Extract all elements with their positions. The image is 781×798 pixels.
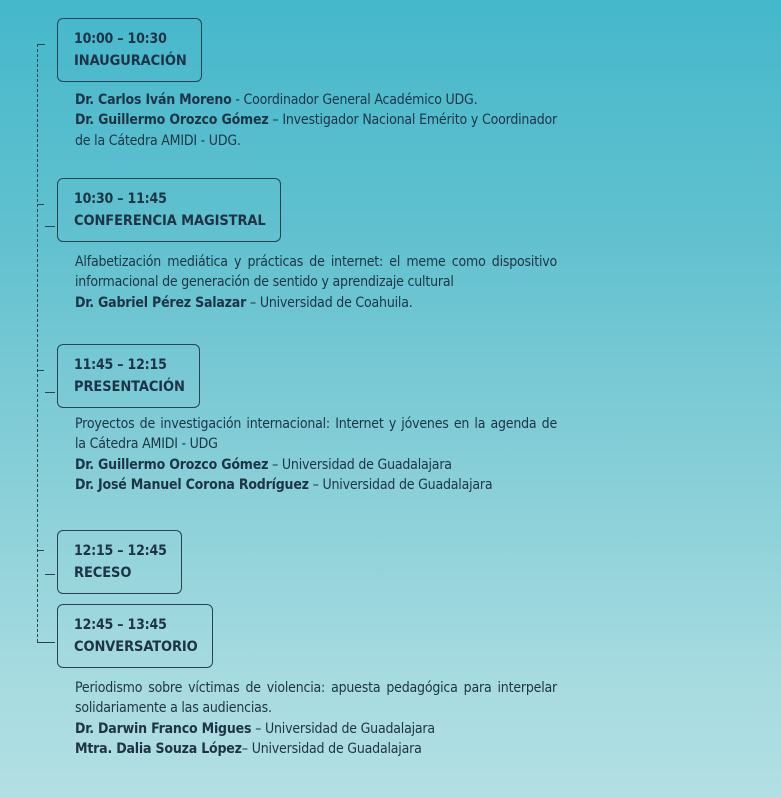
speaker-line: Dr. Darwin Franco Migues – Universidad de Guadalajara — [75, 720, 435, 737]
speaker-name: Mtra. Dalia Souza López — [75, 740, 242, 757]
session-content — [75, 252, 557, 313]
session-presentacion — [57, 344, 200, 408]
speaker-name: Dr. José Manuel Corona Rodríguez — [75, 476, 309, 493]
session-title: INAUGURACIÓN — [74, 53, 187, 69]
speaker-line: Dr. Guillermo Orozco Gómez – Investigador Nacional Emérito y Coordinador de la Cátedra AMIDI - UDG. — [75, 112, 558, 149]
session-time: 12:15 – 12:45 — [74, 543, 167, 559]
timeline-spine — [37, 44, 38, 642]
speaker-line: Dr. Guillermo Orozco Gómez – Universidad de Guadalajara — [75, 456, 452, 473]
session-receso — [57, 530, 182, 594]
session-content — [75, 414, 557, 495]
session-title: RECESO — [74, 565, 132, 581]
speaker-affiliation: Universidad de Guadalajara — [322, 476, 493, 493]
speaker-line: Dr. Carlos Iván Moreno - Coordinador General Académico UDG. — [75, 92, 478, 108]
timeline-connector — [37, 642, 55, 643]
session-time: 10:00 – 10:30 — [74, 31, 167, 47]
session-title: CONFERENCIA MAGISTRAL — [74, 213, 266, 229]
timeline-connector — [45, 226, 55, 227]
timeline-connector — [45, 392, 55, 393]
speaker-affiliation: Universidad de Coahuila. — [259, 294, 413, 311]
session-time-box — [57, 530, 182, 594]
session-time-box — [57, 604, 213, 668]
session-conversatorio — [57, 604, 213, 668]
session-title: CONVERSATORIO — [74, 639, 198, 655]
session-description: Alfabetización mediática y prácticas de internet: el meme como dispositivo informacional de generación de sentido y aprendizaje cultural — [75, 254, 557, 291]
session-time-box — [57, 178, 281, 242]
speaker-affiliation: Universidad de Guadalajara — [265, 720, 435, 737]
session-time: 10:30 – 11:45 — [74, 191, 167, 207]
session-inauguracion — [57, 18, 202, 82]
speaker-line: Dr. Gabriel Pérez Salazar – Universidad de Coahuila. — [75, 294, 413, 311]
speaker-name: Dr. Guillermo Orozco Gómez — [75, 456, 269, 473]
speaker-name: Dr. Gabriel Pérez Salazar — [75, 294, 247, 311]
session-content — [75, 90, 557, 151]
timeline-connector — [37, 44, 45, 45]
speaker-affiliation: Investigador Nacional Emérito y Coordinador de la Cátedra AMIDI - UDG. — [75, 112, 558, 149]
speaker-line: Dr. José Manuel Corona Rodríguez – Universidad de Guadalajara — [75, 476, 493, 493]
speaker-affiliation: Universidad de Guadalajara — [281, 456, 452, 473]
speaker-name: Dr. Darwin Franco Migues — [75, 720, 252, 737]
speaker-name: Dr. Carlos Iván Moreno — [75, 92, 232, 108]
timeline-connector — [37, 550, 44, 551]
session-description: Proyectos de investigación internacional: Internet y jóvenes en la agenda de la Cátedra AMIDI - UDG — [75, 416, 557, 453]
session-conferencia-magistral — [57, 178, 281, 242]
timeline-connector — [37, 370, 44, 371]
session-time: 11:45 – 12:15 — [74, 357, 167, 373]
session-time-box — [57, 344, 200, 408]
session-description: Periodismo sobre víctimas de violencia: apuesta pedagógica para interpelar solidariamente a las audiencias. — [75, 680, 557, 717]
session-time: 12:45 – 13:45 — [74, 617, 167, 633]
speaker-affiliation: Universidad de Guadalajara — [251, 740, 422, 757]
session-time-box — [57, 18, 202, 82]
timeline-connector — [37, 204, 44, 205]
speaker-name: Dr. Guillermo Orozco Gómez — [75, 112, 269, 129]
session-content — [75, 678, 557, 759]
speaker-line: Mtra. Dalia Souza López– Universidad de Guadalajara — [75, 740, 422, 757]
speaker-affiliation: Coordinador General Académico UDG. — [243, 92, 478, 108]
timeline-connector — [45, 574, 55, 575]
session-title: PRESENTACIÓN — [74, 379, 185, 395]
